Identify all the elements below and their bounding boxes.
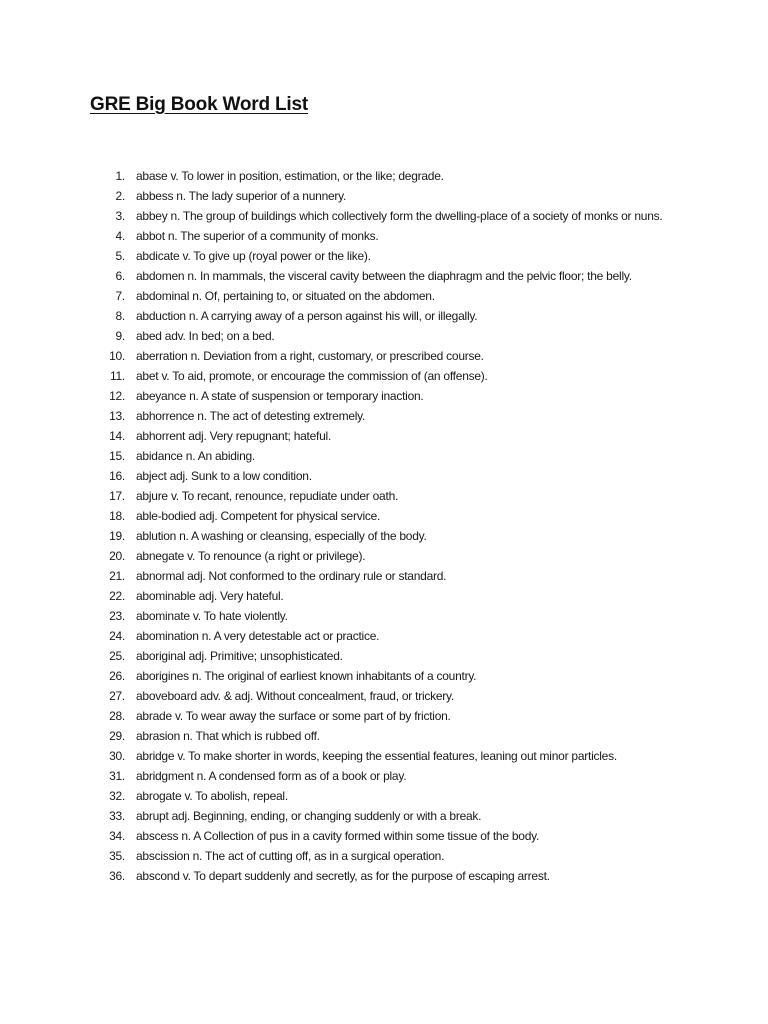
list-item-definition: abominable adj. Very hateful.	[136, 589, 284, 603]
list-item-number: 10.	[109, 349, 125, 363]
list-item-number: 16.	[109, 469, 125, 483]
list-item	[0, 186, 768, 206]
list-item-number: 12.	[109, 389, 125, 403]
list-item	[0, 166, 768, 186]
list-item	[0, 626, 768, 646]
list-item-definition: able-bodied adj. Competent for physical service.	[136, 509, 381, 523]
list-item	[0, 446, 768, 466]
list-item-number: 32.	[109, 789, 125, 803]
list-item-definition: abominate v. To hate violently.	[136, 609, 288, 623]
list-item-definition: abhorrent adj. Very repugnant; hateful.	[136, 429, 332, 443]
list-item-number: 9.	[115, 329, 125, 343]
list-item-number: 19.	[109, 529, 125, 543]
list-item-number: 17.	[109, 489, 125, 503]
list-item	[0, 526, 768, 546]
list-item-definition: ablution n. A washing or cleansing, especially of the body.	[136, 529, 427, 543]
list-item-definition: abscess n. A Collection of pus in a cavity formed within some tissue of the body.	[136, 829, 540, 843]
list-item	[0, 806, 768, 826]
list-item-number: 6.	[115, 269, 125, 283]
list-item	[0, 246, 768, 266]
list-item-definition: aborigines n. The original of earliest known inhabitants of a country.	[136, 669, 477, 683]
list-item-definition: abduction n. A carrying away of a person against his will, or illegally.	[136, 309, 478, 323]
list-item-definition: abase v. To lower in position, estimation, or the like; degrade.	[136, 169, 444, 183]
list-item-number: 27.	[109, 689, 125, 703]
list-item	[0, 606, 768, 626]
list-item-number: 22.	[109, 589, 125, 603]
list-item-definition: abscission n. The act of cutting off, as in a surgical operation.	[136, 849, 445, 863]
list-item-definition: abscond v. To depart suddenly and secretly, as for the purpose of escaping arrest.	[136, 869, 550, 883]
list-item	[0, 346, 768, 366]
list-item-number: 14.	[109, 429, 125, 443]
list-item-number: 21.	[109, 569, 125, 583]
list-item	[0, 686, 768, 706]
list-item-number: 4.	[115, 229, 125, 243]
word-list	[0, 166, 768, 886]
list-item-definition: abbess n. The lady superior of a nunnery.	[136, 189, 347, 203]
list-item	[0, 266, 768, 286]
list-item-number: 1.	[115, 169, 125, 183]
list-item-definition: abomination n. A very detestable act or practice.	[136, 629, 380, 643]
list-item-number: 30.	[109, 749, 125, 763]
list-item	[0, 466, 768, 486]
list-item-definition: abrade v. To wear away the surface or some part of by friction.	[136, 709, 451, 723]
list-item-number: 15.	[109, 449, 125, 463]
list-item-definition: abnegate v. To renounce (a right or privilege).	[136, 549, 366, 563]
list-item-number: 31.	[109, 769, 125, 783]
list-item-number: 18.	[109, 509, 125, 523]
list-item-definition: aboveboard adv. & adj. Without concealment, fraud, or trickery.	[136, 689, 454, 703]
list-item-definition: abrasion n. That which is rubbed off.	[136, 729, 320, 743]
list-item	[0, 726, 768, 746]
list-item	[0, 566, 768, 586]
list-item	[0, 406, 768, 426]
list-item-number: 5.	[115, 249, 125, 263]
list-item-definition: abdicate v. To give up (royal power or the like).	[136, 249, 371, 263]
list-item	[0, 826, 768, 846]
list-item-definition: abdominal n. Of, pertaining to, or situated on the abdomen.	[136, 289, 435, 303]
list-item-definition: abrogate v. To abolish, repeal.	[136, 789, 288, 803]
list-item-definition: abhorrence n. The act of detesting extremely.	[136, 409, 366, 423]
list-item	[0, 666, 768, 686]
list-item	[0, 286, 768, 306]
list-item-number: 2.	[115, 189, 125, 203]
list-item-number: 26.	[109, 669, 125, 683]
list-item-definition: abject adj. Sunk to a low condition.	[136, 469, 312, 483]
list-item	[0, 646, 768, 666]
list-item-number: 35.	[109, 849, 125, 863]
list-item-number: 28.	[109, 709, 125, 723]
list-item	[0, 506, 768, 526]
list-item	[0, 486, 768, 506]
list-item-number: 8.	[115, 309, 125, 323]
list-item	[0, 586, 768, 606]
list-item-definition: abnormal adj. Not conformed to the ordinary rule or standard.	[136, 569, 447, 583]
list-item	[0, 386, 768, 406]
list-item	[0, 366, 768, 386]
list-item-number: 36.	[109, 869, 125, 883]
list-item-definition: abidance n. An abiding.	[136, 449, 256, 463]
list-item-definition: aberration n. Deviation from a right, customary, or prescribed course.	[136, 349, 484, 363]
list-item	[0, 226, 768, 246]
list-item-number: 20.	[109, 549, 125, 563]
list-item	[0, 306, 768, 326]
list-item-number: 3.	[115, 209, 125, 223]
list-item	[0, 846, 768, 866]
list-item-definition: abridge v. To make shorter in words, keeping the essential features, leaning out minor particles.	[136, 749, 617, 763]
list-item	[0, 746, 768, 766]
list-item-number: 29.	[109, 729, 125, 743]
list-item-definition: abbey n. The group of buildings which collectively form the dwelling-place of a society of monks or nuns.	[136, 209, 663, 223]
list-item-definition: abeyance n. A state of suspension or temporary inaction.	[136, 389, 424, 403]
list-item-definition: abridgment n. A condensed form as of a book or play.	[136, 769, 407, 783]
list-item	[0, 866, 768, 886]
list-item-definition: abet v. To aid, promote, or encourage the commission of (an offense).	[136, 369, 488, 383]
list-item	[0, 426, 768, 446]
list-item-definition: abdomen n. In mammals, the visceral cavity between the diaphragm and the pelvic floor; the belly.	[136, 269, 632, 283]
list-item-number: 11.	[109, 369, 125, 383]
document-title: GRE Big Book Word List	[90, 94, 308, 115]
list-item-definition: aboriginal adj. Primitive; unsophisticated.	[136, 649, 343, 663]
list-item-number: 24.	[109, 629, 125, 643]
list-item	[0, 706, 768, 726]
list-item-number: 25.	[109, 649, 125, 663]
list-item-definition: abed adv. In bed; on a bed.	[136, 329, 275, 343]
list-item-number: 13.	[109, 409, 125, 423]
list-item-definition: abbot n. The superior of a community of monks.	[136, 229, 379, 243]
list-item-definition: abrupt adj. Beginning, ending, or changing suddenly or with a break.	[136, 809, 482, 823]
list-item-number: 7.	[115, 289, 125, 303]
list-item	[0, 546, 768, 566]
list-item-definition: abjure v. To recant, renounce, repudiate under oath.	[136, 489, 399, 503]
list-item	[0, 206, 768, 226]
list-item-number: 23.	[109, 609, 125, 623]
list-item	[0, 326, 768, 346]
list-item-number: 33.	[109, 809, 125, 823]
list-item-number: 34.	[109, 829, 125, 843]
list-item	[0, 766, 768, 786]
list-item	[0, 786, 768, 806]
